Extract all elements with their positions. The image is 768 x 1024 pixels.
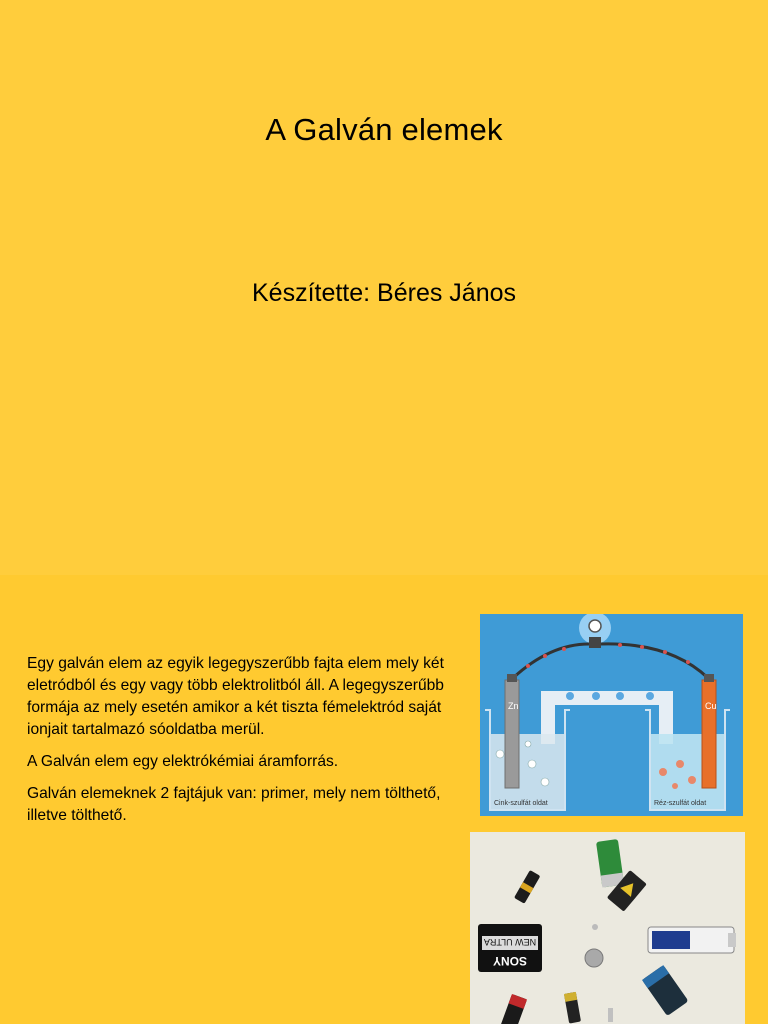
battery-label: NEW ULTRA	[483, 937, 537, 947]
content-slide	[0, 575, 768, 1024]
slide-title: A Galván elemek	[265, 112, 503, 147]
small-coin-cell	[592, 924, 598, 930]
button-battery-bottom	[608, 1008, 613, 1022]
zinc-label: Zn	[508, 701, 519, 711]
sony-battery	[478, 924, 542, 972]
body-text	[27, 653, 467, 837]
left-solution-label: Cink-szulfát oldat	[494, 800, 548, 807]
bulb-socket	[589, 637, 601, 648]
right-solution-label: Réz-szulfát oldat	[654, 800, 707, 807]
zinc-electrode	[505, 680, 519, 788]
copper-electrode	[702, 680, 716, 788]
galvanic-cell-diagram	[480, 614, 743, 816]
paragraph-types: Galván elemeknek 2 fajtájuk van: primer, mely nem tölthető, illetve tölthető.	[27, 785, 441, 824]
copper-label: Cu	[705, 701, 717, 711]
slide-author: Készítette: Béres János	[251, 279, 517, 307]
sony-label: SONY	[492, 954, 528, 968]
batteries-photo	[470, 832, 745, 1024]
paragraph-power-source: A Galván elem egy elektrókémiai áramforrás.	[27, 753, 339, 770]
coin-cell	[585, 949, 603, 967]
blue-battery	[648, 927, 736, 953]
bulb-icon	[589, 620, 601, 632]
paragraph-definition: Egy galván elem az egyik legegyszerűbb fajta elem mely két eletródból és egy vagy több elektrolitból áll. A legegyszerűbb formája az mely esetén amikor a két tiszta fémelektród saját ionjait tartalmazó sóoldatba merül.	[27, 655, 444, 738]
